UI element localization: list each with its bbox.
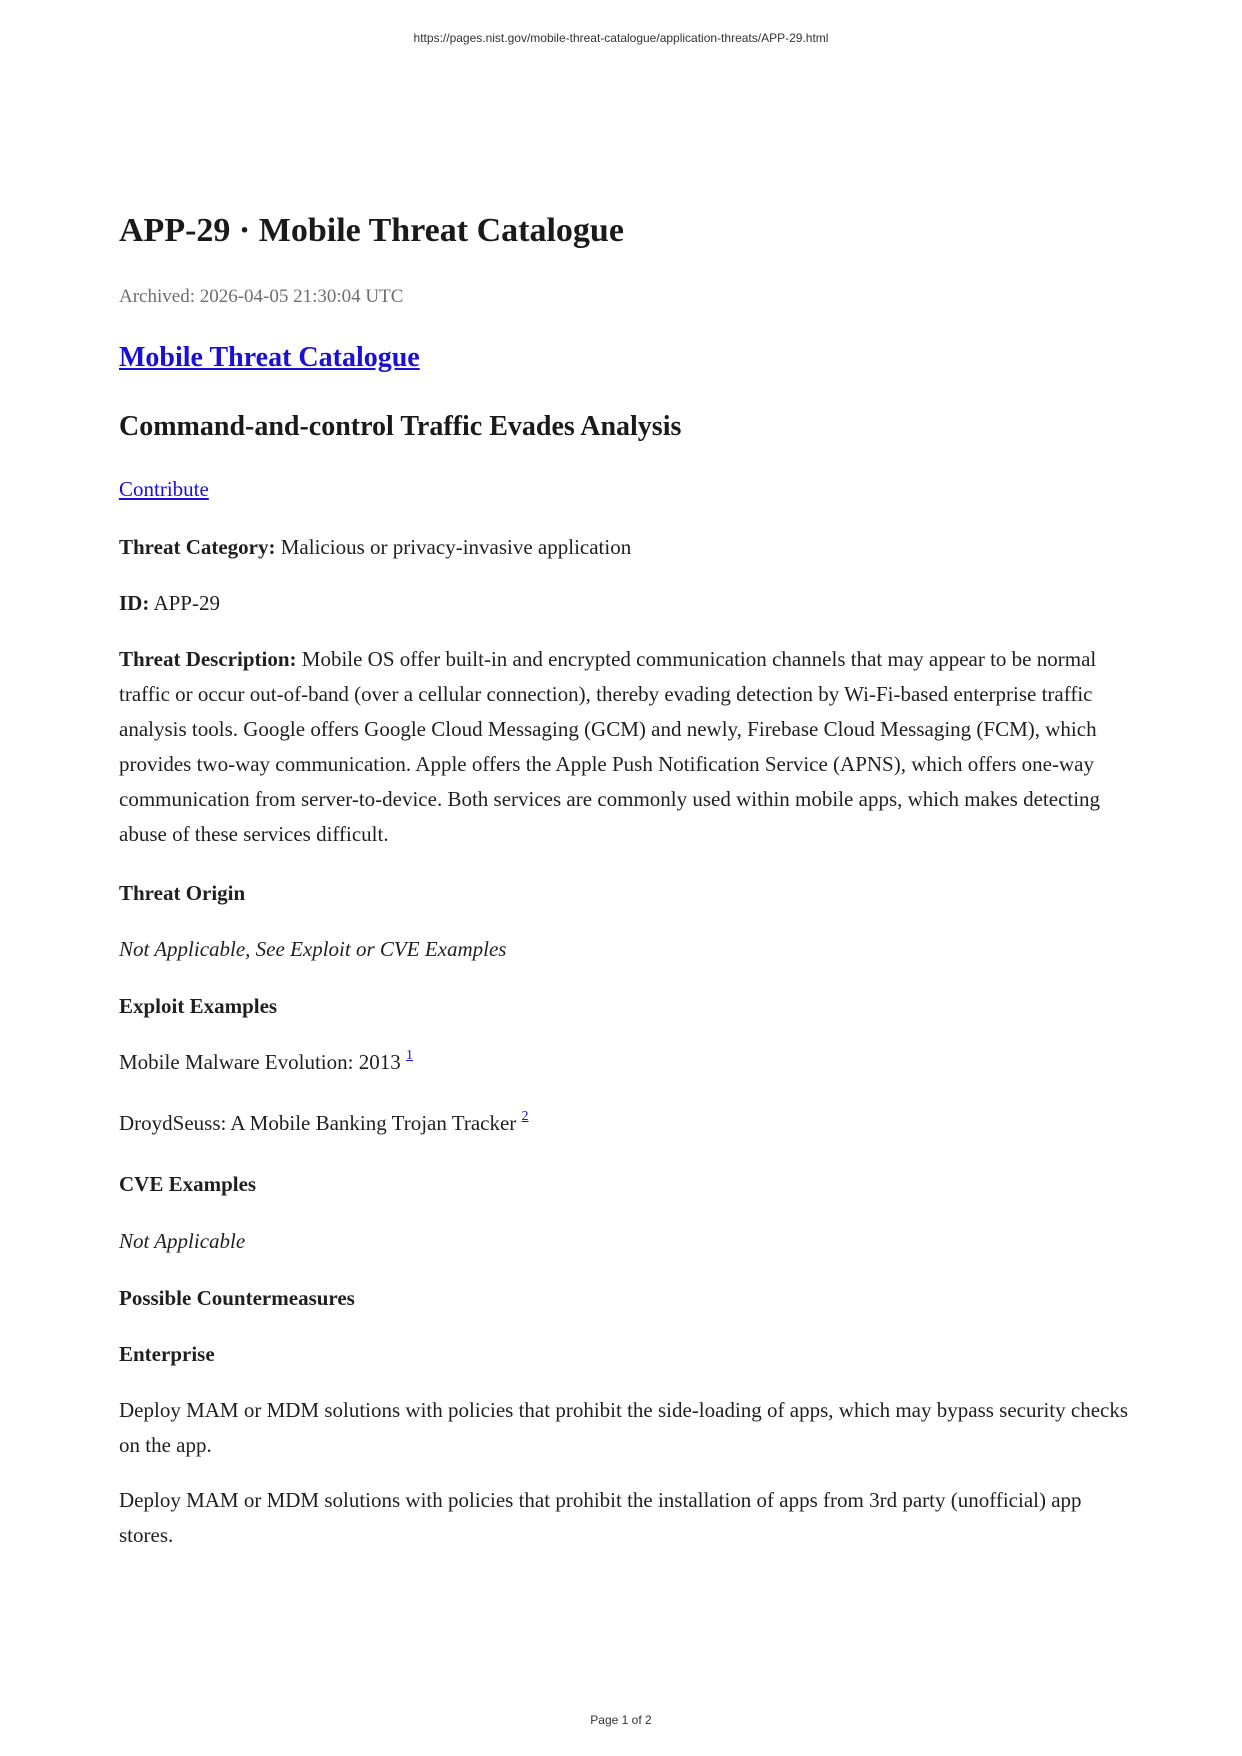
threat-category bbox=[119, 530, 1129, 565]
catalogue-home-link[interactable]: Mobile Threat Catalogue bbox=[119, 342, 420, 373]
threat-category-value: Malicious or privacy-invasive application bbox=[280, 535, 632, 559]
threat-description bbox=[119, 642, 1129, 852]
archived-timestamp: Archived: 2026-04-05 21:30:04 UTC bbox=[119, 286, 404, 307]
contribute-link[interactable]: Contribute bbox=[119, 477, 209, 501]
threat-id-value: APP-29 bbox=[153, 591, 220, 615]
threat-category-label: Threat Category: bbox=[119, 535, 276, 559]
page-number: Page 1 of 2 bbox=[590, 1713, 652, 1727]
footnote-ref-link[interactable]: 1 bbox=[405, 1048, 413, 1063]
enterprise-heading: Enterprise bbox=[119, 1342, 215, 1366]
page-title: APP-29 · Mobile Threat Catalogue bbox=[119, 212, 624, 249]
threat-id-label: ID: bbox=[119, 591, 150, 615]
print-header-url: https://pages.nist.gov/mobile-threat-catalogue/application-threats/APP-29.html bbox=[413, 31, 829, 45]
exploit-example-text: DroydSeuss: A Mobile Banking Trojan Tracker bbox=[119, 1111, 517, 1135]
threat-description-text: Mobile OS offer built-in and encrypted communication channels that may appear to be normal traffic or occur out-of-band (over a cellular connection), thereby evading detection by Wi-Fi-based enterprise traffic analysis tools. Google offers Google Cloud Messaging (GCM) and newly, Firebase Cloud Messaging (FCM), which provides two-way communication. Apple offers the Apple Push Notification Service (APNS), which offers one-way communication from server-to-device. Both services are commonly used within mobile apps, which makes detecting abuse of these services difficult. bbox=[119, 647, 1101, 846]
threat-origin-heading: Threat Origin bbox=[119, 881, 246, 905]
threat-title: Command-and-control Traffic Evades Analysis bbox=[119, 411, 682, 442]
countermeasures-heading: Possible Countermeasures bbox=[119, 1286, 355, 1310]
cve-examples-value: Not Applicable bbox=[119, 1229, 246, 1253]
list-item bbox=[119, 1106, 1129, 1141]
list-item bbox=[119, 1045, 1129, 1080]
footnote-ref-link[interactable]: 2 bbox=[521, 1109, 529, 1124]
countermeasure-item: Deploy MAM or MDM solutions with policies that prohibit the side-loading of apps, which may bypass security checks on the app. bbox=[119, 1398, 1129, 1457]
cve-examples-heading: CVE Examples bbox=[119, 1172, 257, 1196]
threat-origin-value: Not Applicable, See Exploit or CVE Examples bbox=[119, 937, 507, 961]
threat-id bbox=[119, 586, 1129, 621]
exploit-example-text: Mobile Malware Evolution: 2013 bbox=[119, 1050, 401, 1074]
countermeasure-item: Deploy MAM or MDM solutions with policies that prohibit the installation of apps from 3rd party (unofficial) app stores. bbox=[119, 1488, 1082, 1547]
exploit-examples-heading: Exploit Examples bbox=[119, 994, 278, 1018]
threat-description-label: Threat Description: bbox=[119, 647, 297, 671]
